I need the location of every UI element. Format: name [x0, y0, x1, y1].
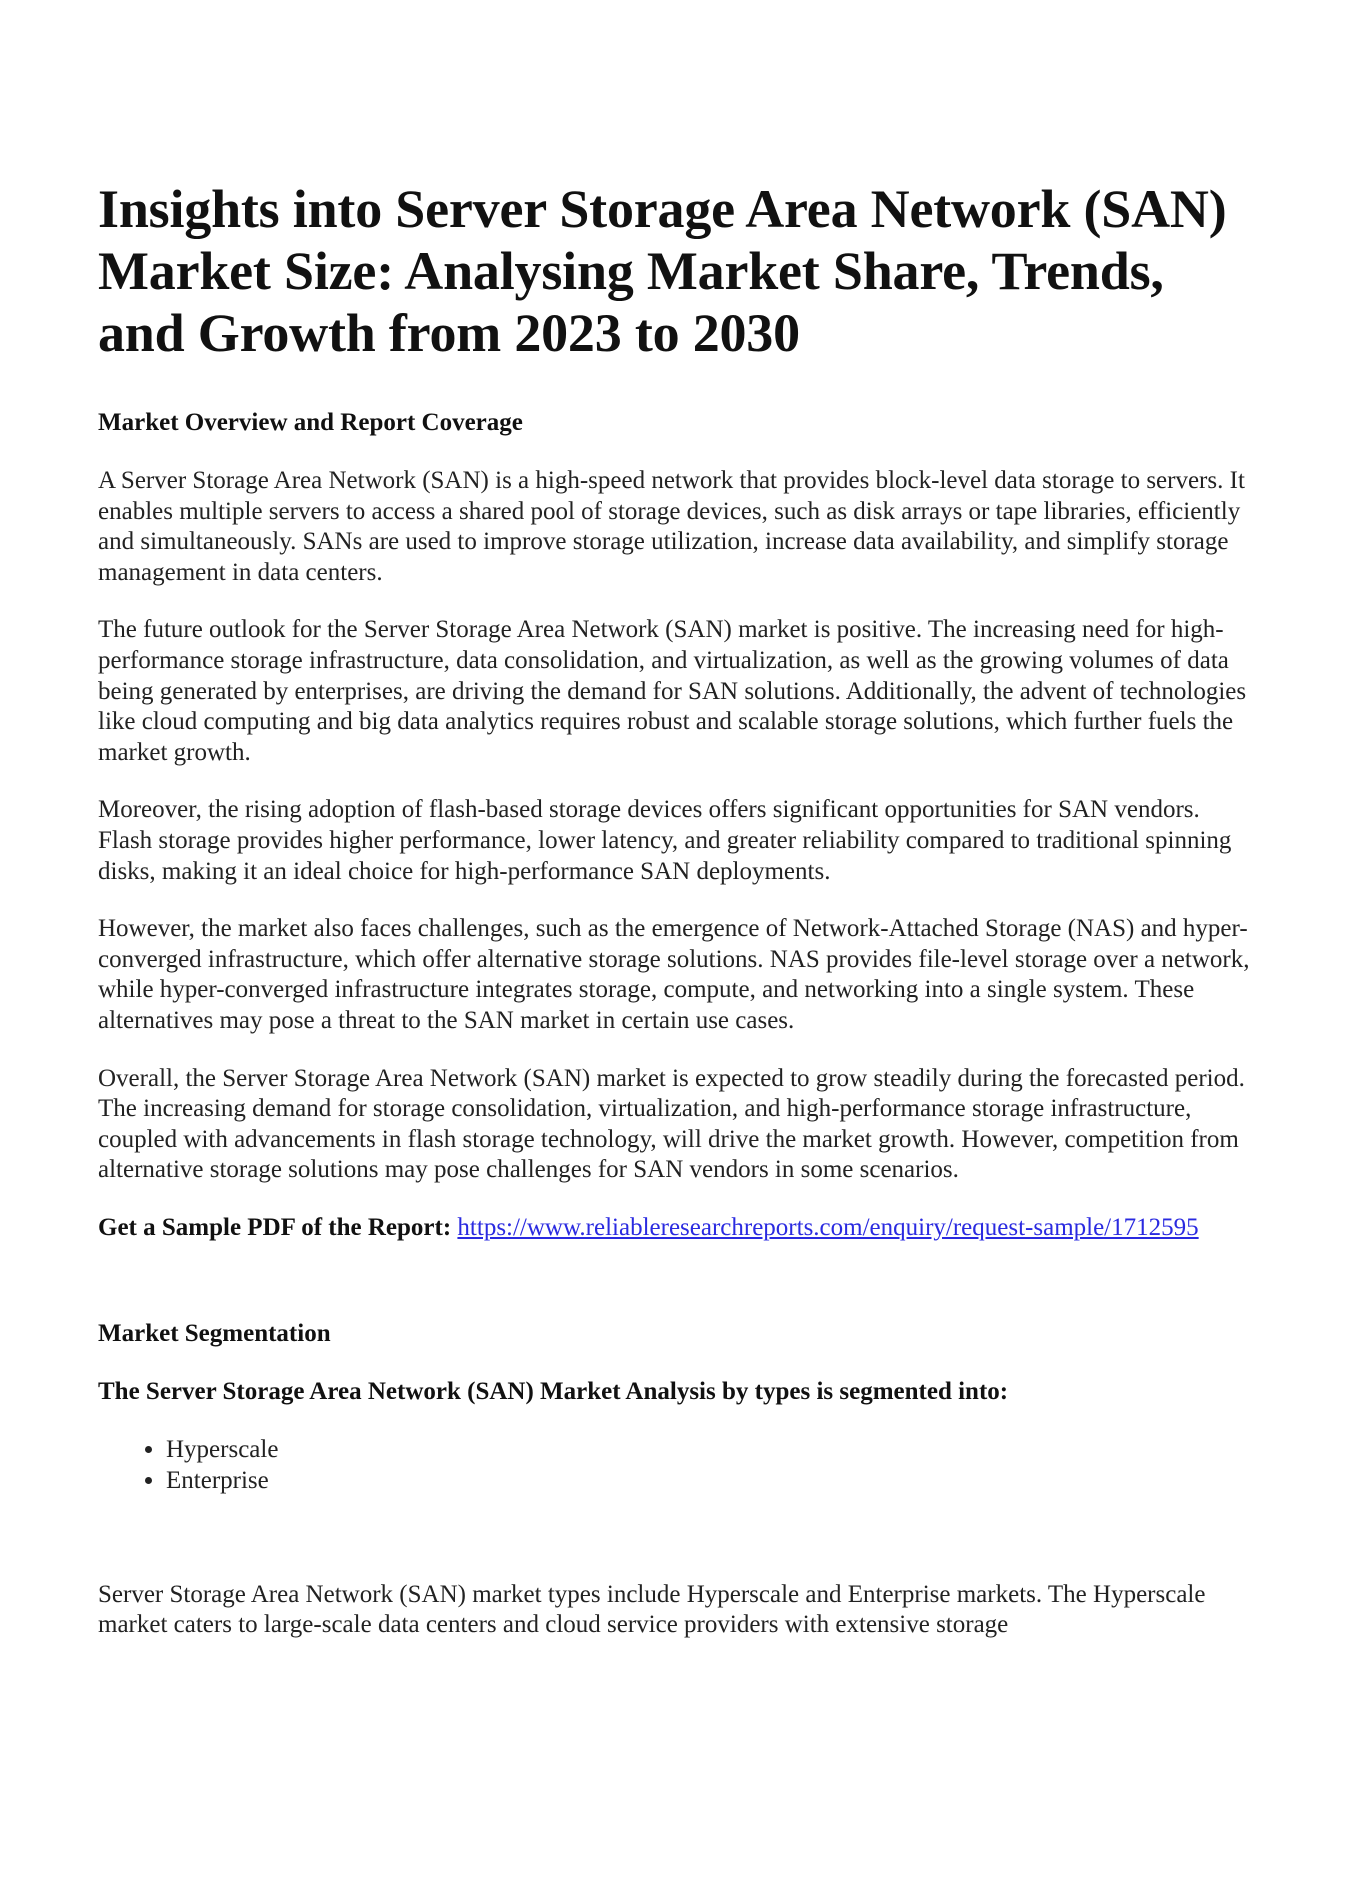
section-heading-overview: Market Overview and Report Coverage [98, 409, 523, 436]
document-page [98, 178, 1258, 1668]
paragraph: Overall, the Server Storage Area Network (SAN) market is expected to grow steadily during the forecasted period. The increasing demand for storage consolidation, virtualization, and high-performance storage infrastructure, coupled with advancements in flash storage technology, will drive the market growth. However, competition from alternative storage solutions may pose challenges for SAN vendors in some scenarios. [98, 1064, 1245, 1184]
paragraph: Moreover, the rising adoption of flash-based storage devices offers significant opportunities for SAN vendors. Flash storage provides higher performance, lower latency, and greater reliability compared to traditional spinning disks, making it an ideal choice for high-performance SAN deployments. [98, 796, 1232, 885]
sample-pdf-link[interactable]: https://www.reliableresearchreports.com/enquiry/request-sample/1712595 [457, 1213, 1199, 1241]
page-title: Insights into Server Storage Area Network (SAN) Market Size: Analysing Market Share, Trends, and Growth from 2023 to 2030 [98, 179, 1227, 363]
paragraph: A Server Storage Area Network (SAN) is a high-speed network that provides block-level data storage to servers. It enables multiple servers to access a shared pool of storage devices, such as disk arrays or tape libraries, efficiently and simultaneously. SANs are used to improve storage utilization, increase data availability, and simplify storage management in data centers. [98, 467, 1245, 586]
paragraph: The future outlook for the Server Storage Area Network (SAN) market is positive. The increasing need for high-performance storage infrastructure, data consolidation, and virtualization, as well as the growing volumes of data being generated by enterprises, are driving the demand for SAN solutions. Additionally, the advent of technologies like cloud computing and big data analytics requires robust and scalable storage solutions, which further fuels the market growth. [98, 616, 1247, 766]
paragraph: However, the market also faces challenges, such as the emergence of Network-Attached Storage (NAS) and hyper-converged infrastructure, which offer alternative storage solutions. NAS provides file-level storage over a network, while hyper-converged infrastructure integrates storage, compute, and networking into a single system. These alternatives may pose a threat to the SAN market in certain use cases. [98, 915, 1250, 1034]
sample-pdf-line [98, 1213, 1258, 1244]
list-item: • Enterprise [166, 1466, 1258, 1497]
sample-pdf-label: Get a Sample PDF of the Report: [98, 1213, 452, 1241]
types-list [98, 1435, 1258, 1496]
list-item: • Hyperscale [166, 1435, 1258, 1466]
spacer [98, 1497, 1258, 1580]
spacer [98, 1243, 1258, 1319]
segmentation-subheading: The Server Storage Area Network (SAN) Market Analysis by types is segmented into: [98, 1378, 1009, 1406]
section-heading-segmentation: Market Segmentation [98, 1320, 331, 1348]
paragraph: Server Storage Area Network (SAN) market types include Hyperscale and Enterprise markets. The Hyperscale market caters to large-scale data centers and cloud service providers with extensive storage [98, 1580, 1206, 1639]
